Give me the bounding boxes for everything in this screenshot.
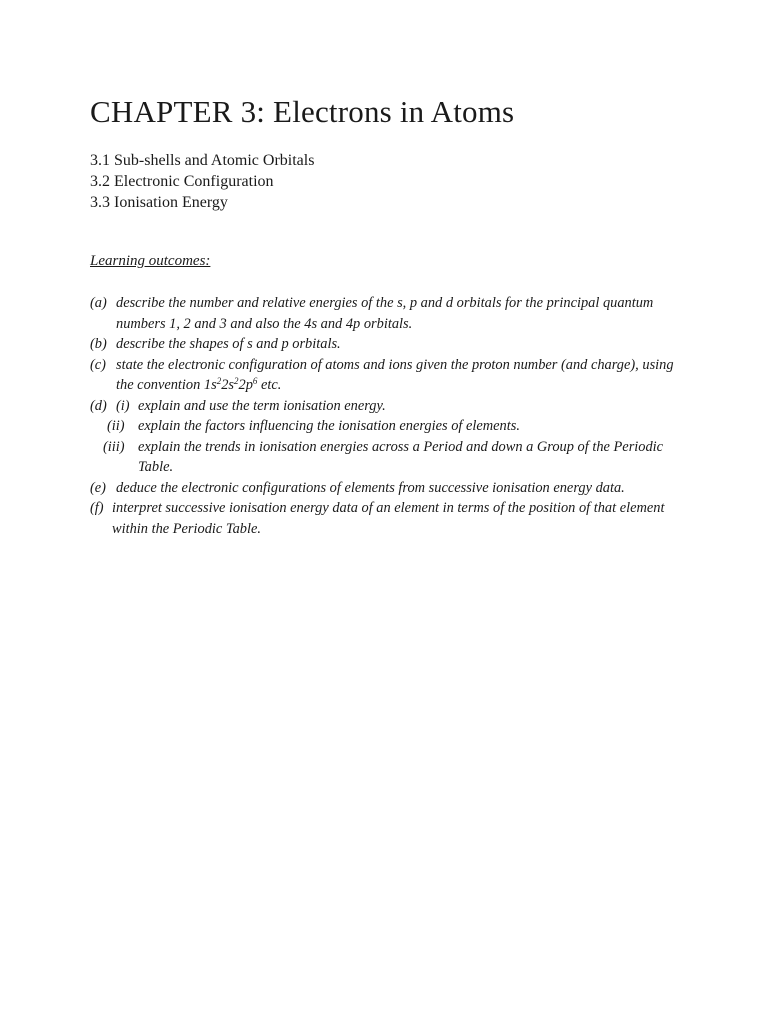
learning-outcomes-list: [90, 293, 690, 539]
outcome-c-text: state the electronic configuration of atoms and ions given the proton number (and charge), using the convention $1s^22s^22p^6$ etc.: [116, 356, 674, 393]
document-page: [90, 92, 690, 539]
outcome-d-ii-text: explain the factors influencing the ionisation energies of elements.: [138, 418, 520, 434]
outcome-a-text: describe the number and relative energies of the s, p and d orbitals for the principal quantum numbers 1, 2 and 3 and also the 4s and 4p orbitals.: [116, 295, 654, 332]
outcome-c-marker: (c): [90, 356, 106, 373]
outcome-e: [90, 478, 690, 499]
section-list: [90, 150, 690, 213]
outcome-d-iii-marker: (iii): [103, 438, 125, 455]
section-3-1: 3.1 Sub-shells and Atomic Orbitals: [90, 152, 315, 169]
outcome-b-text: describe the shapes of s and p orbitals.: [116, 336, 341, 352]
outcome-f-marker: (f): [90, 500, 104, 516]
outcome-f-text: interpret successive ionisation energy data of an element in terms of the position of that element within the Periodic Table.: [112, 500, 665, 537]
outcome-a: [90, 293, 690, 334]
outcome-b: [90, 334, 690, 355]
section-3-3: 3.3 Ionisation Energy: [90, 194, 228, 211]
outcome-f: [90, 498, 690, 539]
outcome-c: [90, 355, 690, 396]
outcome-d-iii-text: explain the trends in ionisation energies across a Period and down a Group of the Periodic Table.: [138, 438, 664, 475]
section-3-2: 3.2 Electronic Configuration: [90, 173, 274, 190]
outcome-d: [90, 396, 690, 478]
learning-outcomes-heading: Learning outcomes:: [90, 253, 211, 269]
outcome-e-marker: (e): [90, 479, 106, 496]
outcome-a-marker: (a): [90, 295, 107, 311]
outcome-d-ii-marker: (ii): [107, 418, 125, 434]
outcome-d-i-text: explain and use the term ionisation energy.: [138, 397, 386, 414]
outcome-d-marker: (d): [90, 397, 107, 414]
outcome-e-text: deduce the electronic configurations of elements from successive ionisation energy data.: [116, 479, 625, 496]
outcome-b-marker: (b): [90, 336, 107, 352]
page-title: CHAPTER 3: Electrons in Atoms: [90, 94, 515, 129]
outcome-d-i-marker: (i): [116, 397, 130, 414]
